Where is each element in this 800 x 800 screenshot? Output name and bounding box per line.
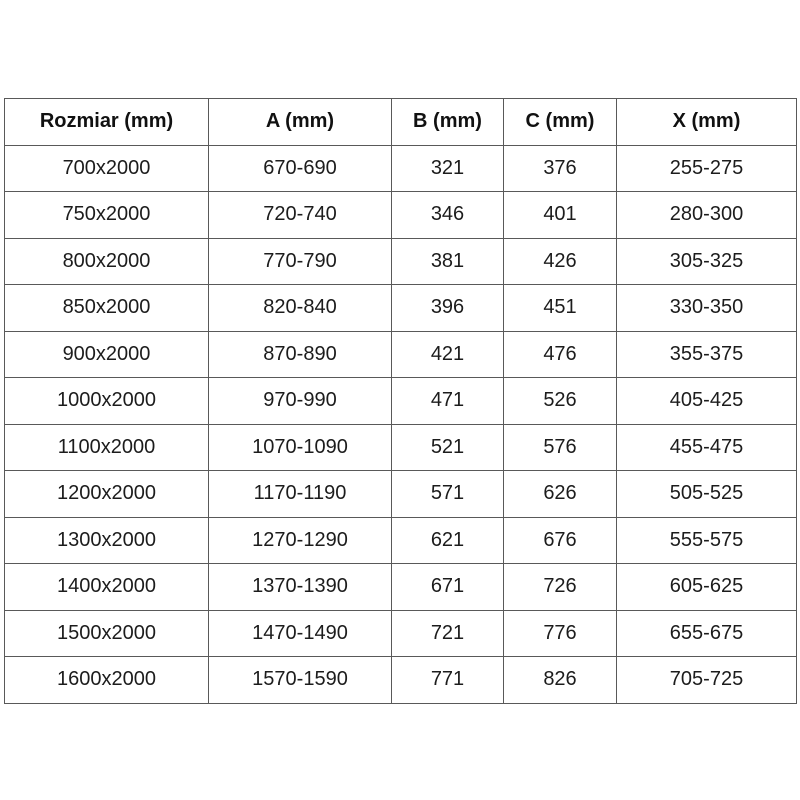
table-cell: 970-990 — [209, 378, 392, 425]
table-cell: 521 — [392, 424, 504, 471]
table-cell: 826 — [504, 657, 617, 704]
table-cell: 1070-1090 — [209, 424, 392, 471]
table-row — [5, 471, 797, 518]
table-cell: 396 — [392, 285, 504, 332]
table-cell: 626 — [504, 471, 617, 518]
table-row — [5, 424, 797, 471]
size-cell: 900x2000 — [5, 331, 209, 378]
table-cell: 1470-1490 — [209, 610, 392, 657]
size-cell: 1500x2000 — [5, 610, 209, 657]
table-cell: 505-525 — [617, 471, 797, 518]
table-cell: 471 — [392, 378, 504, 425]
table-cell: 321 — [392, 145, 504, 192]
size-cell: 850x2000 — [5, 285, 209, 332]
header-row — [5, 99, 797, 146]
table-row — [5, 285, 797, 332]
table-cell: 255-275 — [617, 145, 797, 192]
table-cell: 455-475 — [617, 424, 797, 471]
size-cell: 1400x2000 — [5, 564, 209, 611]
size-cell: 1200x2000 — [5, 471, 209, 518]
table-row — [5, 145, 797, 192]
size-cell: 1100x2000 — [5, 424, 209, 471]
table-cell: 576 — [504, 424, 617, 471]
table-cell: 571 — [392, 471, 504, 518]
table-cell: 280-300 — [617, 192, 797, 239]
table-cell: 555-575 — [617, 517, 797, 564]
column-header-rozmiar: Rozmiar (mm) — [5, 99, 209, 146]
table-row — [5, 657, 797, 704]
table-cell: 705-725 — [617, 657, 797, 704]
table-cell: 771 — [392, 657, 504, 704]
table-cell: 820-840 — [209, 285, 392, 332]
table-cell: 381 — [392, 238, 504, 285]
table-cell: 330-350 — [617, 285, 797, 332]
table-cell: 870-890 — [209, 331, 392, 378]
table-cell: 1170-1190 — [209, 471, 392, 518]
size-cell: 1000x2000 — [5, 378, 209, 425]
table-row — [5, 378, 797, 425]
table-cell: 421 — [392, 331, 504, 378]
table-cell: 476 — [504, 331, 617, 378]
table-row — [5, 331, 797, 378]
size-cell: 700x2000 — [5, 145, 209, 192]
table-row — [5, 610, 797, 657]
column-header-a: A (mm) — [209, 99, 392, 146]
table-cell: 720-740 — [209, 192, 392, 239]
table-cell: 605-625 — [617, 564, 797, 611]
table-cell: 655-675 — [617, 610, 797, 657]
table-cell: 451 — [504, 285, 617, 332]
table-cell: 426 — [504, 238, 617, 285]
table-cell: 355-375 — [617, 331, 797, 378]
column-header-x: X (mm) — [617, 99, 797, 146]
column-header-c: C (mm) — [504, 99, 617, 146]
table-cell: 670-690 — [209, 145, 392, 192]
size-cell: 800x2000 — [5, 238, 209, 285]
table-row — [5, 192, 797, 239]
table-cell: 405-425 — [617, 378, 797, 425]
table-cell: 401 — [504, 192, 617, 239]
table-cell: 1570-1590 — [209, 657, 392, 704]
table-cell: 621 — [392, 517, 504, 564]
table-cell: 346 — [392, 192, 504, 239]
size-cell: 1300x2000 — [5, 517, 209, 564]
table-cell: 676 — [504, 517, 617, 564]
size-cell: 1600x2000 — [5, 657, 209, 704]
table-cell: 1270-1290 — [209, 517, 392, 564]
table-row — [5, 238, 797, 285]
size-cell: 750x2000 — [5, 192, 209, 239]
table-cell: 726 — [504, 564, 617, 611]
table-cell: 770-790 — [209, 238, 392, 285]
table-row — [5, 517, 797, 564]
table-cell: 1370-1390 — [209, 564, 392, 611]
table-cell: 526 — [504, 378, 617, 425]
size-spec-table — [4, 98, 797, 704]
table-cell: 671 — [392, 564, 504, 611]
column-header-b: B (mm) — [392, 99, 504, 146]
table-cell: 376 — [504, 145, 617, 192]
table-cell: 305-325 — [617, 238, 797, 285]
table-cell: 776 — [504, 610, 617, 657]
table-cell: 721 — [392, 610, 504, 657]
table-row — [5, 564, 797, 611]
